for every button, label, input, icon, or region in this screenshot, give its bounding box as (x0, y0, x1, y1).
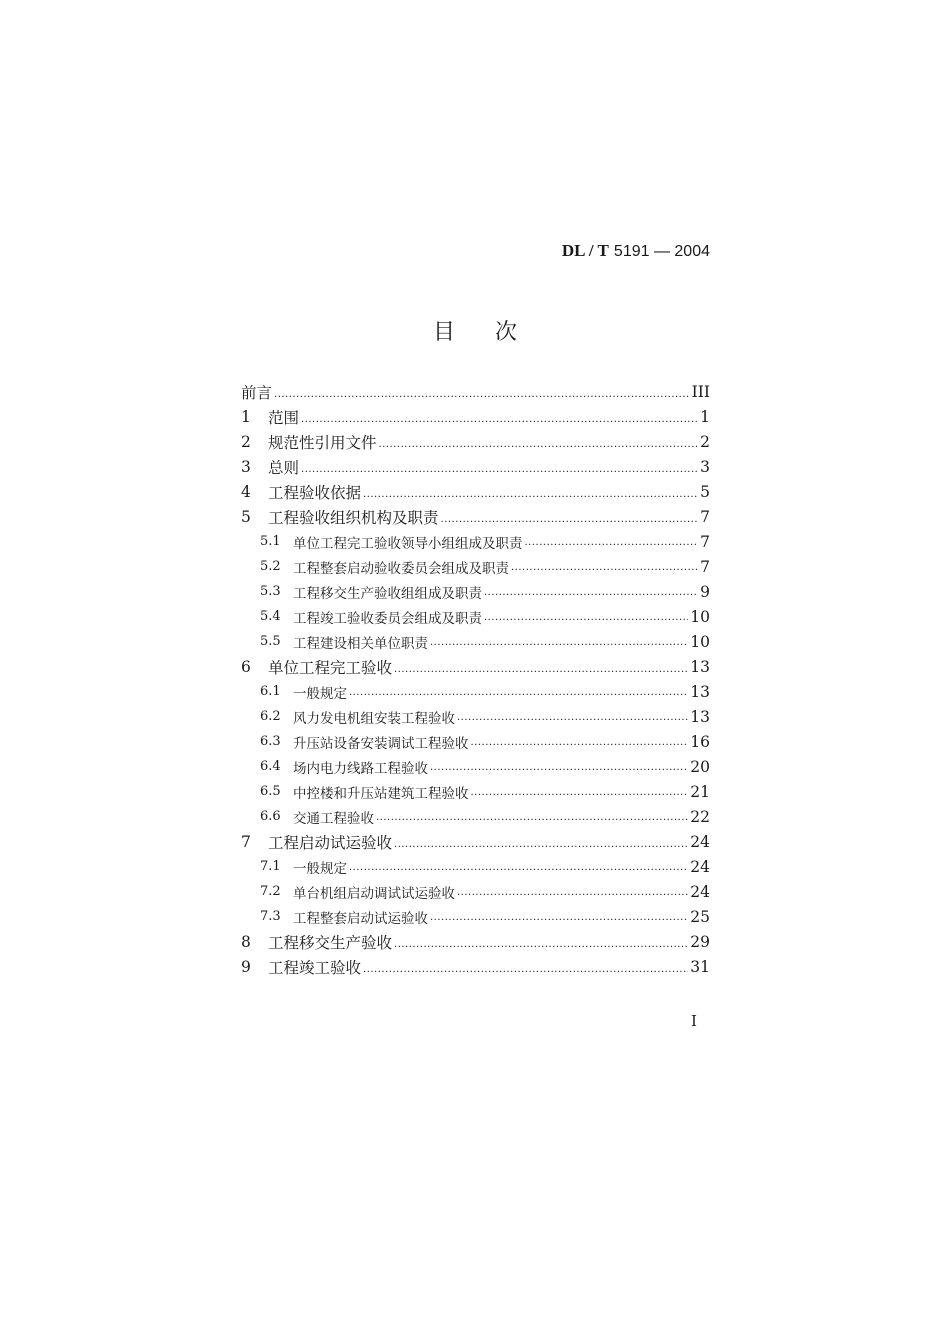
toc-entry-number: 6.1 (260, 684, 281, 699)
toc-entry-title: 单台机组启动调试试运验收 (293, 885, 455, 902)
toc-entry[interactable] (241, 704, 710, 729)
toc-entry[interactable] (241, 754, 710, 779)
toc-entry-number: 1 (241, 407, 251, 426)
toc-entry-page: 1 (700, 407, 710, 426)
toc-entry[interactable] (241, 604, 710, 629)
toc-leader-dots (525, 536, 699, 550)
toc-entry-page: 22 (690, 807, 710, 826)
toc-entry-number: 5.3 (260, 584, 281, 599)
toc-entry[interactable] (241, 829, 710, 854)
toc-entry-title: 交通工程验收 (293, 810, 374, 827)
toc-leader-dots (394, 661, 688, 675)
toc-entry-number: 5.2 (260, 559, 281, 574)
toc-entry-number: 5.4 (260, 609, 281, 624)
toc-entry-number: 2 (241, 432, 251, 451)
toc-leader-dots (471, 736, 689, 750)
toc-leader-dots (301, 461, 698, 475)
toc-entry-number: 6.3 (260, 734, 281, 749)
toc-entry-page: III (691, 382, 710, 401)
toc-entry-number: 6.2 (260, 709, 281, 724)
toc-entry[interactable] (241, 504, 710, 529)
toc-entry-title: 一般规定 (293, 860, 347, 877)
document-code-number: 5191 — 2004 (613, 243, 710, 260)
toc-entry-number: 5.1 (260, 534, 281, 549)
toc-entry-page: 31 (690, 957, 710, 976)
toc-entry[interactable] (241, 729, 710, 754)
toc-entry[interactable] (241, 579, 710, 604)
toc-entry[interactable] (241, 529, 710, 554)
toc-entry-page: 24 (690, 882, 710, 901)
toc-leader-dots (430, 636, 688, 650)
toc-entry-title: 总则 (268, 458, 300, 477)
toc-entry-page: 29 (690, 932, 710, 951)
toc-leader-dots (430, 761, 688, 775)
toc-entry-title: 工程移交生产验收组组成及职责 (293, 585, 482, 602)
toc-leader-dots (394, 836, 688, 850)
toc-entry-page: 5 (700, 482, 710, 501)
toc-leader-dots (379, 436, 699, 450)
toc-entry-page: 7 (700, 532, 710, 551)
toc-leader-dots (484, 586, 698, 600)
toc-leader-dots (274, 386, 690, 400)
toc-entry-title: 场内电力线路工程验收 (293, 760, 428, 777)
toc-entry-title: 工程验收依据 (268, 483, 362, 502)
toc-leader-dots (511, 561, 698, 575)
toc-entry-page: 13 (690, 707, 710, 726)
toc-entry-number: 5 (241, 507, 251, 526)
toc-leader-dots (457, 711, 688, 725)
document-code (562, 241, 710, 261)
toc-entry-number: 6.4 (260, 759, 281, 774)
table-of-contents (241, 379, 710, 979)
toc-leader-dots (363, 961, 688, 975)
toc-entry-title: 工程整套启动验收委员会组成及职责 (293, 560, 509, 577)
toc-leader-dots (457, 886, 688, 900)
toc-entry-title: 工程启动试运验收 (268, 833, 393, 852)
toc-entry-title: 工程验收组织机构及职责 (268, 508, 439, 527)
toc-entry-title: 单位工程完工验收领导小组组成及职责 (293, 535, 523, 552)
toc-entry[interactable] (241, 679, 710, 704)
toc-entry[interactable] (241, 804, 710, 829)
toc-entry-page: 3 (700, 457, 710, 476)
toc-entry-page: 20 (690, 757, 710, 776)
toc-entry-number: 9 (241, 957, 251, 976)
toc-entry-title: 工程建设相关单位职责 (293, 635, 428, 652)
toc-leader-dots (349, 861, 688, 875)
toc-entry[interactable] (241, 779, 710, 804)
toc-entry-number: 6.5 (260, 784, 281, 799)
toc-entry-title: 范围 (268, 408, 300, 427)
toc-entry-page: 10 (690, 632, 710, 651)
toc-entry-title: 风力发电机组安装工程验收 (293, 710, 455, 727)
toc-entry-page: 16 (690, 732, 710, 751)
toc-leader-dots (441, 511, 699, 525)
toc-leader-dots (349, 686, 688, 700)
toc-entry-page: 7 (700, 557, 710, 576)
toc-entry-page: 21 (690, 782, 710, 801)
toc-leader-dots (301, 411, 698, 425)
toc-entry-page: 25 (690, 907, 710, 926)
toc-leader-dots (376, 811, 688, 825)
toc-entry-title: 规范性引用文件 (268, 433, 377, 452)
toc-entry[interactable] (241, 554, 710, 579)
toc-entry-number: 7.3 (260, 909, 281, 924)
toc-entry-page: 13 (690, 657, 710, 676)
toc-entry-number: 8 (241, 932, 251, 951)
toc-leader-dots (430, 911, 688, 925)
toc-leader-dots (394, 936, 688, 950)
toc-entry[interactable] (241, 929, 710, 954)
toc-entry-title: 工程整套启动试运验收 (293, 910, 428, 927)
toc-entry-title: 工程移交生产验收 (268, 933, 393, 952)
toc-entry[interactable] (241, 954, 710, 979)
page-number: I (691, 1012, 697, 1030)
toc-entry-title: 工程竣工验收 (268, 958, 362, 977)
toc-entry-title: 工程竣工验收委员会组成及职责 (293, 610, 482, 627)
page-title: 目次 (432, 320, 557, 345)
toc-entry-page: 10 (690, 607, 710, 626)
toc-entry[interactable] (241, 379, 710, 404)
toc-entry[interactable] (241, 629, 710, 654)
toc-entry[interactable] (241, 879, 710, 904)
toc-entry-number: 7.1 (260, 859, 281, 874)
toc-entry-page: 9 (700, 582, 710, 601)
toc-entry-page: 24 (690, 857, 710, 876)
toc-entry-number: 4 (241, 482, 251, 501)
toc-entry-number: 7 (241, 832, 251, 851)
toc-leader-dots (363, 486, 698, 500)
toc-entry-number: 6.6 (260, 809, 281, 824)
toc-entry-title: 前言 (241, 383, 273, 402)
toc-entry[interactable] (241, 454, 710, 479)
toc-entry[interactable] (241, 854, 710, 879)
document-code-prefix: DL / T (561, 241, 609, 260)
toc-entry-page: 2 (700, 432, 710, 451)
toc-entry-title: 中控楼和升压站建筑工程验收 (293, 785, 469, 802)
toc-entry-title: 单位工程完工验收 (268, 658, 393, 677)
toc-entry[interactable] (241, 479, 710, 504)
toc-entry-number: 5.5 (260, 634, 281, 649)
toc-entry[interactable] (241, 654, 710, 679)
toc-entry-page: 24 (690, 832, 710, 851)
toc-leader-dots (471, 786, 689, 800)
toc-leader-dots (484, 611, 688, 625)
toc-entry-page: 13 (690, 682, 710, 701)
toc-entry-number: 7.2 (260, 884, 281, 899)
toc-entry[interactable] (241, 404, 710, 429)
toc-entry[interactable] (241, 904, 710, 929)
toc-entry-page: 7 (700, 507, 710, 526)
toc-entry-title: 升压站设备安装调试工程验收 (293, 735, 469, 752)
toc-entry-number: 3 (241, 457, 251, 476)
toc-entry-title: 一般规定 (293, 685, 347, 702)
toc-entry-number: 6 (241, 657, 251, 676)
toc-entry[interactable] (241, 429, 710, 454)
